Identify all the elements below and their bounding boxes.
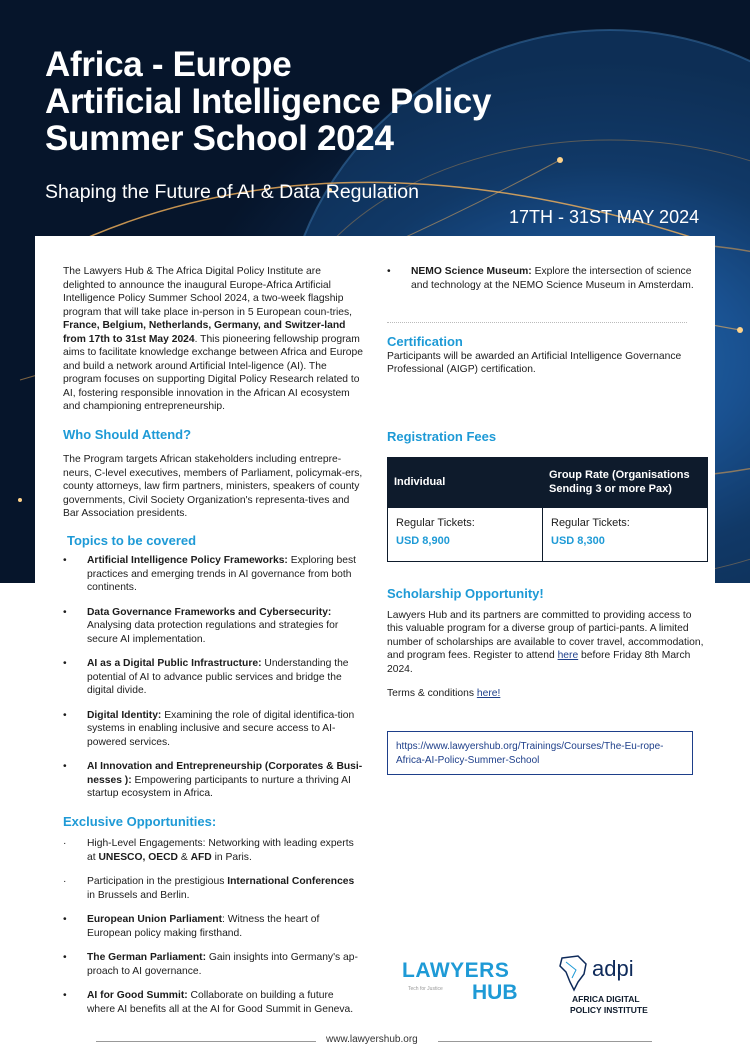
topics-heading: Topics to be covered — [67, 532, 197, 548]
certification-paragraph: Participants will be awarded an Artificial Intelligence Governance Professional (AIGP) certification. — [387, 350, 682, 375]
register-link[interactable]: here — [557, 650, 579, 661]
intro-paragraph: The Lawyers Hub & The Africa Digital Policy Institute are delighted to announce the inaugural Europe-Africa Artificial Intelligence Policy Summer School 2024, a two-week flagship program that will take place in-person in 5 European coun-tries, France, Belgium, Netherlands, Germany, and Switzer-land from 17th to 31st May 2024. This pioneering fellowship program aims to facilitate knowledge exchange between Africa and Europe and build a network around Artificial Intel-ligence (AI). The program focuses on supporting Digital Policy Research related to AI, fostering responsible innovation in the African AI ecosystem and championing entrepreneurship. — [63, 266, 363, 412]
footer-website[interactable]: www.lawyershub.org — [326, 1034, 418, 1045]
list-item: • AI Innovation and Entrepreneurship (Corporates & Busi-nesses ): Empowering participants to nurture a thriving AI startup ecosystem in Africa. — [63, 761, 363, 799]
fees-cell-group: Regular Tickets: USD 8,300 — [543, 508, 708, 562]
price-individual: USD 8,900 — [396, 534, 450, 547]
divider — [387, 322, 687, 324]
terms-link[interactable]: here! — [476, 688, 501, 699]
list-item: • Digital Identity: Examining the role of digital identifica-tion systems in enabling inclusive and secure access to AI-powered services. — [63, 709, 355, 748]
lawyers-hub-logo: LAWYERS Tech for Justice HUB — [402, 959, 518, 1004]
africa-map-icon — [556, 952, 590, 992]
list-item: • The German Parliament: Gain insights into Germany's ap-proach to AI governance. — [63, 952, 358, 977]
topics-list — [63, 554, 363, 801]
fees-header-individual: Individual — [388, 458, 543, 508]
list-item: • AI for Good Summit: Collaborate on building a future where AI benefits all at the AI for Good Summit in Geneva. — [63, 990, 354, 1015]
nemo-list — [387, 265, 707, 292]
scholarship-paragraph: Lawyers Hub and its partners are committed to providing access to this valuable program for a diverse group of partici-pants. A limited number of scholarships are available to cover travel, accommodation, and program fees. Register to attend here before Friday 8th March 2024. — [387, 609, 704, 675]
who-paragraph: The Program targets African stakeholders including entrepre-neurs, C-level executives, members of Parliament, policymak-ers, county attorneys, law firm partners, ministers, speakers of county governments, Civil Society Organization's representa-tives and Bar Association presidents. — [63, 454, 363, 519]
fees-heading: Registration Fees — [387, 428, 497, 444]
right-column — [387, 265, 707, 701]
list-item: · Participation in the prestigious International Conferences in Brussels and Berlin. — [63, 876, 355, 901]
left-column — [63, 265, 363, 1016]
list-item: • European Union Parliament: Witness the heart of European policy making firsthand. — [63, 914, 320, 939]
list-item: • Artificial Intelligence Policy Frameworks: Exploring best practices and emerging trends in AI governance from both continents. — [63, 555, 356, 593]
page-title: Africa - Europe Artificial Intelligence Policy Summer School 2024 — [45, 45, 492, 158]
list-item: · High-Level Engagements: Networking with leading experts at UNESCO, OECD & AFD in Paris. — [63, 838, 354, 863]
terms-line: Terms & conditions here! — [387, 688, 501, 699]
exclusive-heading: Exclusive Opportunities: — [63, 813, 217, 829]
event-dates: 17TH - 31ST MAY 2024 — [509, 207, 700, 227]
page-subtitle: Shaping the Future of AI & Data Regulation — [45, 181, 419, 203]
footer-rule-right — [438, 1041, 652, 1042]
scholarship-heading: Scholarship Opportunity! — [387, 586, 544, 601]
list-item: • NEMO Science Museum: Explore the intersection of science and technology at the NEMO Science Museum in Amsterdam. — [387, 266, 694, 291]
fees-cell-individual: Regular Tickets: USD 8,900 — [388, 508, 543, 562]
footer — [0, 1034, 750, 1048]
footer-rule-left — [96, 1041, 316, 1042]
price-group: USD 8,300 — [551, 534, 605, 547]
certification-heading: Certification — [387, 334, 463, 349]
list-item: • AI as a Digital Public Infrastructure: Understanding the potential of AI to advance public services and bridge the digital divide. — [63, 658, 349, 696]
fees-table — [387, 457, 708, 562]
who-heading: Who Should Attend? — [63, 426, 192, 442]
list-item: • Data Governance Frameworks and Cybersecurity: Analysing data protection regulations and strategies for secure AI implementation. — [63, 606, 339, 645]
fees-header-group: Group Rate (Organisations Sending 3 or more Pax) — [543, 458, 708, 508]
adpi-logo: adpi AFRICA DIGITAL POLICY INSTITUTE — [556, 952, 696, 1022]
registration-url-box[interactable]: https://www.lawyershub.org/Trainings/Courses/The-Eu-rope-Africa-AI-Policy-Summer-School — [387, 731, 693, 775]
exclusive-list — [63, 837, 363, 1016]
